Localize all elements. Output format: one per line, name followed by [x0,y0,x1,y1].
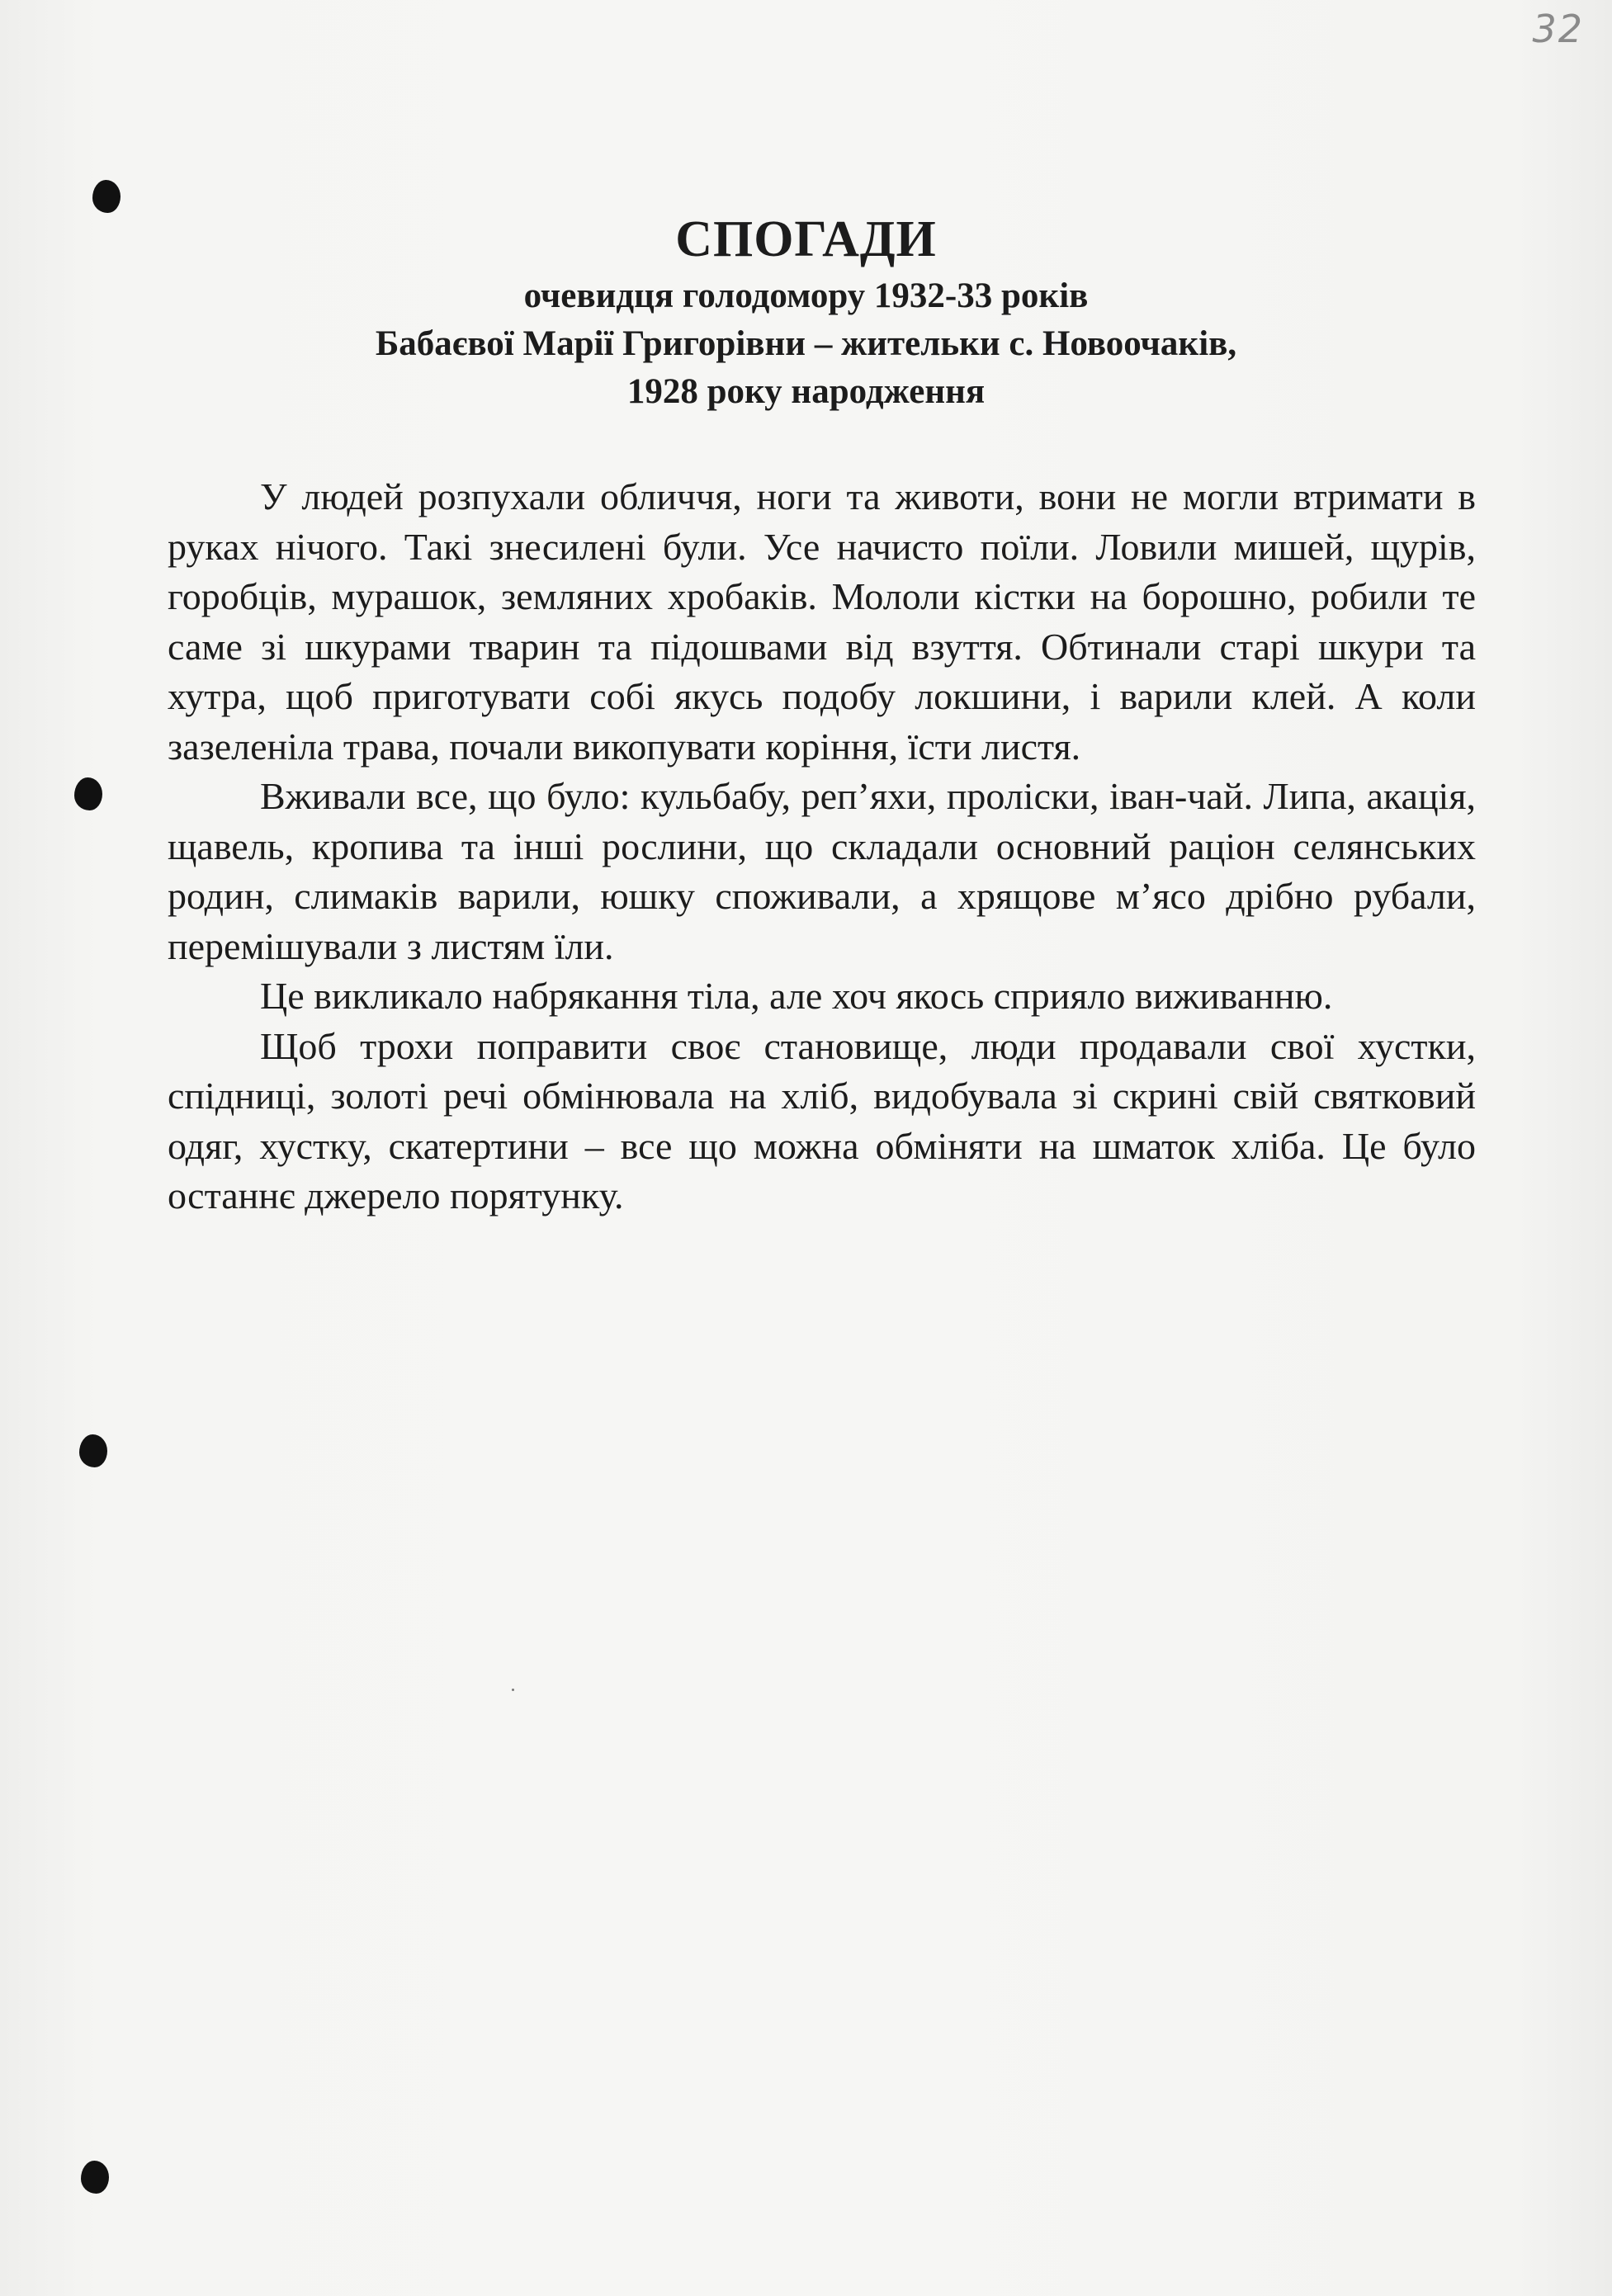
subtitle-line-3: 1928 року народження [626,372,986,411]
subtitle-line-1: очевидця голодомору 1932-33 років [523,276,1089,315]
punch-hole-2 [74,777,102,810]
paragraph-1: У людей розпухали обличчя, ноги та животи, вони не могли втримати в руках нічого. Такі знесилені були. Усе начисто поїли. Ловили мишей, щурів, горобців, мурашок, земляних хробаків. Мололи кістки на борошно, робили те саме зі шкурами тварин та підошвами від взуття. Обтинали старі шкури та хутра, щоб приготувати собі якусь подобу локшини, і варили клей. А коли зазеленіла трава, почали викопувати коріння, їсти листя. [168,475,1476,768]
document-body [168,472,1476,1221]
title-block [0,206,1612,416]
paper-speck [512,1689,514,1691]
document-title: СПОГАДИ [675,211,937,267]
punch-hole-4 [81,2161,109,2194]
paragraph-3: Це викликало набрякання тіла, але хоч якось сприяло виживанню. [260,975,1333,1017]
subtitle-line-2: Бабаєвої Марії Григорівни – жительки с. Новоочаків, [375,324,1237,363]
punch-hole-3 [79,1434,107,1467]
paragraph-4: Щоб трохи поправити своє становище, люди продавали свої хустки, спідниці, золоті речі обмінювала на хліб, видобувала зі скрині свій святковий одяг, хустку, скатертини – все що можна обміняти на шматок хліба. Це було останнє джерело порятунку. [168,1024,1476,1217]
page-number: 32 [1532,7,1584,51]
paragraph-2: Вживали все, що було: кульбабу, реп’яхи, проліски, іван-чай. Липа, акація, щавель, кропива та інші рослини, що складали основний раціон селянських родин, слимаків варили, юшку споживали, а хрящове м’ясо дрібно рубали, перемішували з листям їли. [168,775,1476,967]
